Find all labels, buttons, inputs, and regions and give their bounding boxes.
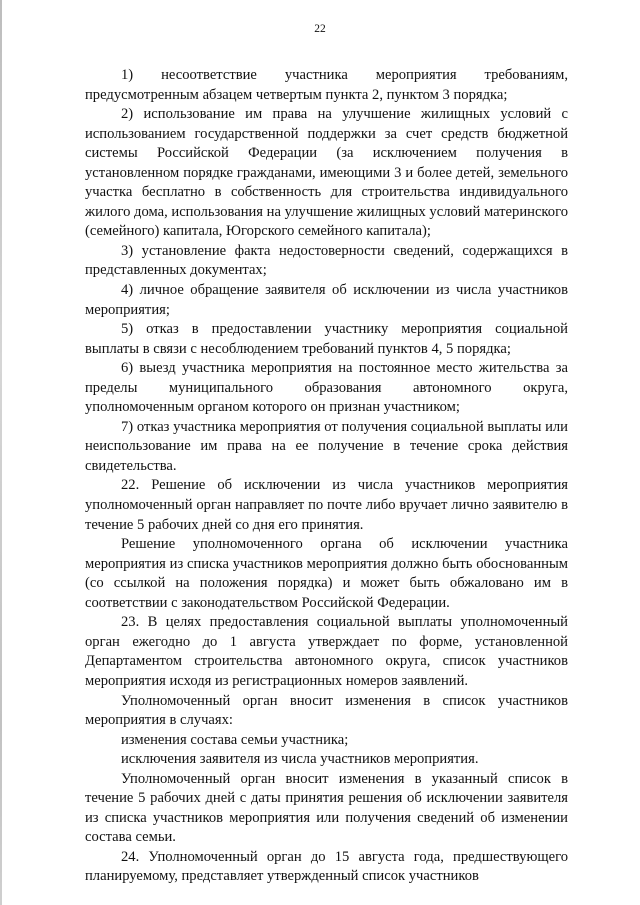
document-body bbox=[85, 66, 568, 887]
paragraph-item-4: 4) личное обращение заявителя об исключении из числа участников мероприятия; bbox=[85, 282, 568, 318]
paragraph-clause-23: 23. В целях предоставления социальной выплаты уполномоченный орган ежегодно до 1 августа утверждает по форме, установленной Департаментом строительства автономного округа, список участников мероприятия исходя из регистрационных номеров заявлений. bbox=[85, 614, 568, 689]
paragraph-change-case-family: изменения состава семьи участника; bbox=[121, 731, 349, 748]
paragraph-clause-24: 24. Уполномоченный орган до 15 августа года, предшествующего планируемому, представляет утвержденный список участников bbox=[85, 848, 568, 885]
paragraph-item-2: 2) использование им права на улучшение жилищных условий с использованием государственной поддержки за счет средств бюджетной системы Российской Федерации (за исключением получения в установленном порядке гражданами, имеющими 3 и более детей, земельного участка бесплатно в собственность для строительства индивидуального жилого дома, использования на улучшение жилищных условий материнского (семейного) капитала, Югорского семейного капитала); bbox=[85, 106, 568, 240]
paragraph-changes-intro: Уполномоченный орган вносит изменения в список участников мероприятия в случаях: bbox=[85, 692, 568, 729]
paragraph-item-7: 7) отказ участника мероприятия от получения социальной выплаты или неиспользование им права на ее получение в течение срока действия свидетельства. bbox=[85, 418, 568, 474]
paragraph-decision-appeal: Решение уполномоченного органа об исключении участника мероприятия из списка участников мероприятия должно быть обоснованным (со ссылкой на положения порядка) и может быть обжаловано им в соответствии с законодательством Российской Федерации. bbox=[85, 536, 568, 611]
paragraph-item-5: 5) отказ в предоставлении участнику мероприятия социальной выплаты в связи с несоблюдением требований пунктов 4, 5 порядка; bbox=[85, 321, 568, 357]
page-number: 22 bbox=[314, 23, 326, 35]
scan-edge bbox=[0, 0, 2, 905]
paragraph-item-3: 3) установление факта недостоверности сведений, содержащихся в представленных документах; bbox=[85, 242, 568, 279]
paragraph-clause-22: 22. Решение об исключении из числа участников мероприятия уполномоченный орган направляет по почте либо вручает лично заявителю в течение 5 рабочих дней со дня его принятия. bbox=[85, 477, 568, 533]
paragraph-changes-deadline: Уполномоченный орган вносит изменения в указанный список в течение 5 рабочих дней с даты принятия решения об исключении заявителя из списка участников мероприятия или получения сведений об изменении состава семьи. bbox=[85, 770, 568, 846]
paragraph-item-1: 1) несоответствие участника мероприятия требованиям, предусмотренным абзацем четвертым пункта 2, пунктом 3 порядка; bbox=[85, 67, 568, 103]
paragraph-change-case-exclusion: исключения заявителя из числа участников мероприятия. bbox=[121, 751, 479, 768]
paragraph-item-6: 6) выезд участника мероприятия на постоянное место жительства за пределы муниципального образования автономного округа, уполномоченным органом которого он признан участником; bbox=[85, 360, 568, 416]
